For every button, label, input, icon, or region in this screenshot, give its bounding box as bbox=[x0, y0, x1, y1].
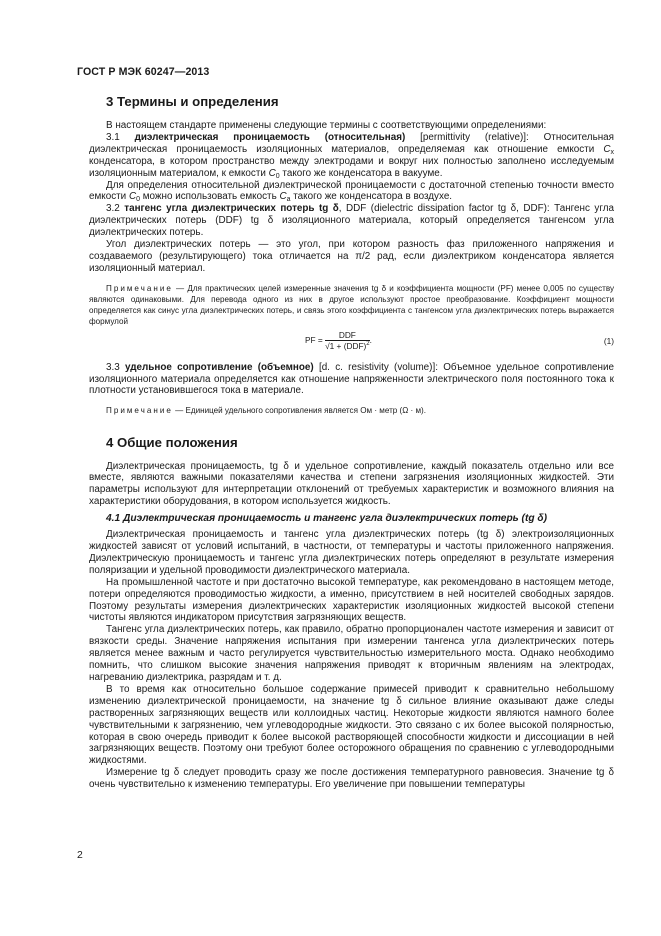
subsection-4-1-title: 4.1 Диэлектрическая проницаемость и тангенс угла диэлектрических потерь (tg δ) bbox=[106, 513, 548, 525]
note-2: Примечание — Единицей удельного сопротивления является Ом · метр (Ω · м). bbox=[106, 406, 426, 416]
standard-header: ГОСТ Р МЭК 60247—2013 bbox=[77, 66, 210, 78]
section-4-para-4: Тангенс угла диэлектрических потерь, как правило, обратно пропорционален частоте измерения и зависит от вязкости среды. Значение напряжения испытания при измерении тангенса угла диэлектрических потерь является менее важным и часто регулируется чувствительностью измерительного моста. Однако необходимо помнить, что слишком высокие значения напряжения приводят к вторичным явлениям на электродах, нагреванию диэлектрика, разрядам и т. д. bbox=[89, 624, 614, 684]
note-1-label: Примечание bbox=[106, 283, 173, 293]
section-4-para-1: Диэлектрическая проницаемость, tg δ и удельное сопротивление, каждый показатель отдельно или все вместе, являются важными показателями качества и степени загрязнения изоляционных жидкостей. Эти параметры используют для интерпретации отклонений от требуемых характеристик и возможного влияния на характеристики оборудования, в котором используется жидкость. bbox=[89, 460, 614, 508]
formula-number: (1) bbox=[603, 335, 614, 346]
formula-1 bbox=[89, 328, 614, 358]
term-3-1-para2: Для определения относительной диэлектрической проницаемости с достаточной степенью точности вместо емкости $C_0$ можно использовать емкость $C_a$ такого же конденсатора в воздухе. bbox=[89, 179, 614, 204]
formula-expression: PF = $\frac{\text{DDF}}{√1 + (DDF)^2}$ . bbox=[305, 329, 372, 351]
section-4-para-2: Диэлектрическая проницаемость и тангенс угла диэлектрических потерь (tg δ) электроизоляционных жидкостей зависят от условий испытаний, в частности, от температуры и частоты приложенного напряжения. Диэлектрическую проницаемость и тангенс угла диэлектрических потерь определяют в результате измерения поляризации и удельной проводимости диэлектрического материала. bbox=[89, 529, 614, 576]
note-1: Примечание — Для практических целей измеренные значения tg δ и коэффициента мощности (PF) менее 0,005 по существу являются одинаковыми. Для перевода одного из них в другое используют простое преобразование. Коэффициент мощности определяется как синус угла диэлектрических потерь, и связь этого коэффициента с тангенсом угла диэлектрических потерь выражается формулой bbox=[89, 283, 614, 327]
section-3-title: 3 Термины и определения bbox=[106, 94, 279, 109]
section-3-intro: В настоящем стандарте применены следующие термины с соответствующими определениями: bbox=[106, 120, 547, 131]
page-number: 2 bbox=[77, 850, 83, 861]
term-3-1-name: диэлектрическая проницаемость (относительная) bbox=[134, 131, 406, 143]
section-4-para-5: В то время как относительно большое содержание примесей приводит к сравнительно небольшому изменению диэлектрической проницаемости, на значение tg δ сильное влияние оказывают даже следы растворенных загрязняющих веществ или коллоидных частиц. Некоторые жидкости являются намного более чувствительными к загрязнению, чем углеводородные жидкости. Это связано с их более высокой полярностью, которая в свою очередь приводит к более высокой растворяющей способности жидкости и диссоциации в ней загрязняющих веществ. Поэтому они требуют более осторожного обращения по сравнению с углеводородными жидкостями. bbox=[89, 683, 614, 767]
section-4-para-6: Измерение tg δ следует проводить сразу же после достижения температурного равновесия. Значение tg δ очень чувствительно к изменению температуры. Его увеличение при повышении температуры bbox=[89, 767, 614, 791]
section-4-title: 4 Общие положения bbox=[106, 434, 238, 450]
term-3-2-para2: Угол диэлектрических потерь — это угол, при котором разность фаз приложенного напряжения и создаваемого (результирующего) тока отличается на π/2 рад, если диэлектриком конденсатора является изоляционный материал. bbox=[89, 239, 614, 274]
section-4-para-3: На промышленной частоте и при достаточно высокой температуре, как рекомендовано в настоящем методе, потери определяются проводимостью жидкости, а именно, присутствием в ней носителей свободных зарядов. Поэтому результаты измерения диэлектрических характеристик изоляционных жидкостей высокой степени чистоты являются индикатором присутствия загрязняющих веществ. bbox=[89, 576, 614, 624]
term-3-3-name: удельное сопротивление (объемное) bbox=[125, 361, 314, 373]
note-2-label: Примечание bbox=[106, 406, 173, 416]
term-3-1: 3.1 диэлектрическая проницаемость (относительная) [permittivity (relative)]: Относительная диэлектрическая проницаемость изоляционных материалов, определяемая как отношение емкости $C_x$ конденсатора, в котором пространство между электродами и вокруг них полностью заполнено исследуемым изоляционным материалом, к емкости $C_0$ такого же конденсатора в вакууме. bbox=[89, 131, 615, 180]
term-3-2-name: тангенс угла диэлектрических потерь tg δ bbox=[124, 203, 339, 215]
term-3-3: 3.3 удельное сопротивление (объемное) [d. c. resistivity (volume)]: Объемное удельное сопротивление изоляционного материала определяется как отношение напряженности электрического поля постоянного тока к плотности установившегося тока в материале. bbox=[89, 361, 614, 397]
page-content bbox=[89, 92, 614, 791]
term-3-2: 3.2 тангенс угла диэлектрических потерь tg δ, DDF (dielectric dissipation factor tg δ, DDF): Тангенс угла диэлектрических потерь (DDF) tg δ изоляционного материала, который определяется тангенсом угла диэлектрических потерь. bbox=[89, 203, 615, 239]
